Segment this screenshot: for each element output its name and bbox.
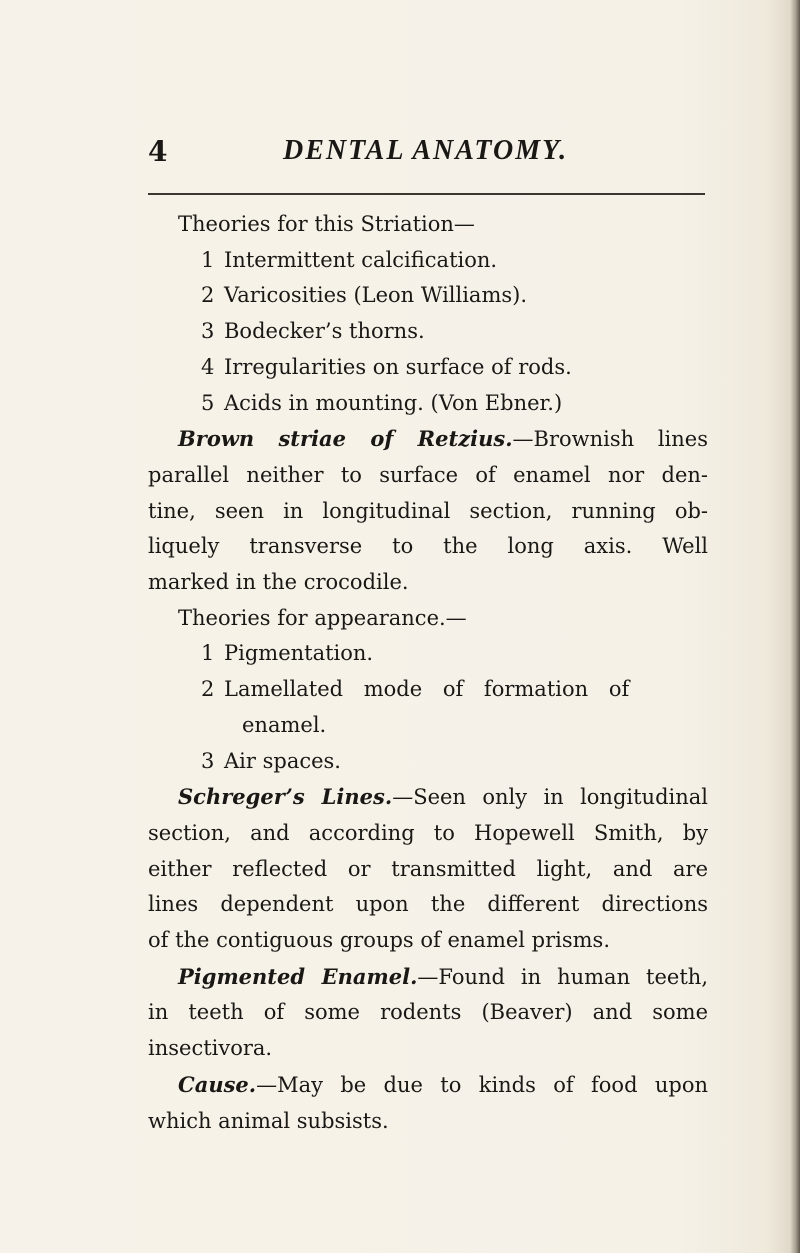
list-item [148, 350, 708, 386]
list-item [148, 314, 708, 350]
retzius-term: Brown striae of Retzius. [178, 426, 513, 452]
list-item [148, 243, 708, 279]
paragraph-line: tine, seen in longitudinal section, running ob- [148, 498, 708, 523]
list-number: 3 [201, 319, 215, 344]
list-number: 4 [201, 354, 215, 379]
page-header [0, 135, 800, 175]
list-number: 3 [201, 748, 215, 773]
paragraph-line: in teeth of some rodents (Beaver) and some [148, 1000, 708, 1025]
pigmented-paragraph-start [148, 959, 708, 996]
paragraph-line: which animal subsists. [148, 1108, 389, 1133]
list-text: Air spaces. [224, 748, 341, 773]
cause-term: Cause. [178, 1071, 257, 1097]
list-text: Irregularities on surface of rods. [224, 354, 572, 379]
schreger-paragraph-start [148, 779, 708, 816]
list-text: Lamellated mode of formation of [224, 677, 630, 702]
list-number: 1 [201, 247, 215, 272]
paragraph-line: liquely transverse to the long axis. Well [148, 534, 708, 559]
cause-paragraph-start [148, 1067, 708, 1104]
pigmented-term: Pigmented Enamel. [178, 963, 418, 989]
body-text [148, 207, 708, 1139]
list-text: Bodecker’s thorns. [224, 319, 425, 344]
paragraph-line: marked in the crocodile. [148, 570, 409, 595]
schreger-term: Schreger’s Lines. [178, 784, 393, 810]
list-item [148, 636, 708, 672]
list-text: Varicosities (Leon Williams). [224, 283, 528, 308]
list-number: 2 [201, 677, 215, 702]
paragraph-line: —Seen only in longitudinal [392, 785, 708, 810]
paragraph-line: lines dependent upon the different directions [148, 892, 708, 917]
running-head: DENTAL ANATOMY. [283, 135, 569, 166]
paragraph-line: either reflected or transmitted light, and are [148, 856, 708, 881]
striation-heading: Theories for this Striation— [178, 212, 475, 236]
list-item [148, 386, 708, 422]
list-item [148, 744, 708, 780]
retzius-paragraph-start [148, 421, 708, 458]
paragraph-line: —Brownish lines [512, 427, 708, 452]
paragraph-line: parallel neither to surface of enamel nor den- [148, 462, 708, 487]
paragraph-line: —Found in human teeth, [417, 964, 708, 989]
list-item [148, 672, 708, 708]
page-edge-shadow [790, 0, 800, 1253]
list-text: Acids in mounting. (Von Ebner.) [224, 390, 563, 415]
appearance-heading: Theories for appearance.— [178, 605, 467, 630]
page-number: 4 [148, 135, 168, 168]
list-text: enamel. [242, 712, 327, 737]
list-item [148, 278, 708, 314]
list-number: 1 [201, 641, 215, 666]
list-text: Intermittent calcification. [224, 247, 498, 272]
list-number: 2 [201, 283, 215, 308]
paragraph-line: insectivora. [148, 1036, 273, 1061]
list-text: Pigmentation. [224, 641, 374, 666]
header-rule [148, 193, 705, 195]
paragraph-line: —May be due to kinds of food upon [256, 1072, 708, 1097]
paragraph-line: section, and according to Hopewell Smith, by [148, 820, 708, 845]
list-number: 5 [201, 390, 215, 415]
paragraph-line: of the contiguous groups of enamel prisms. [148, 928, 611, 953]
list-item-continuation [148, 708, 708, 744]
